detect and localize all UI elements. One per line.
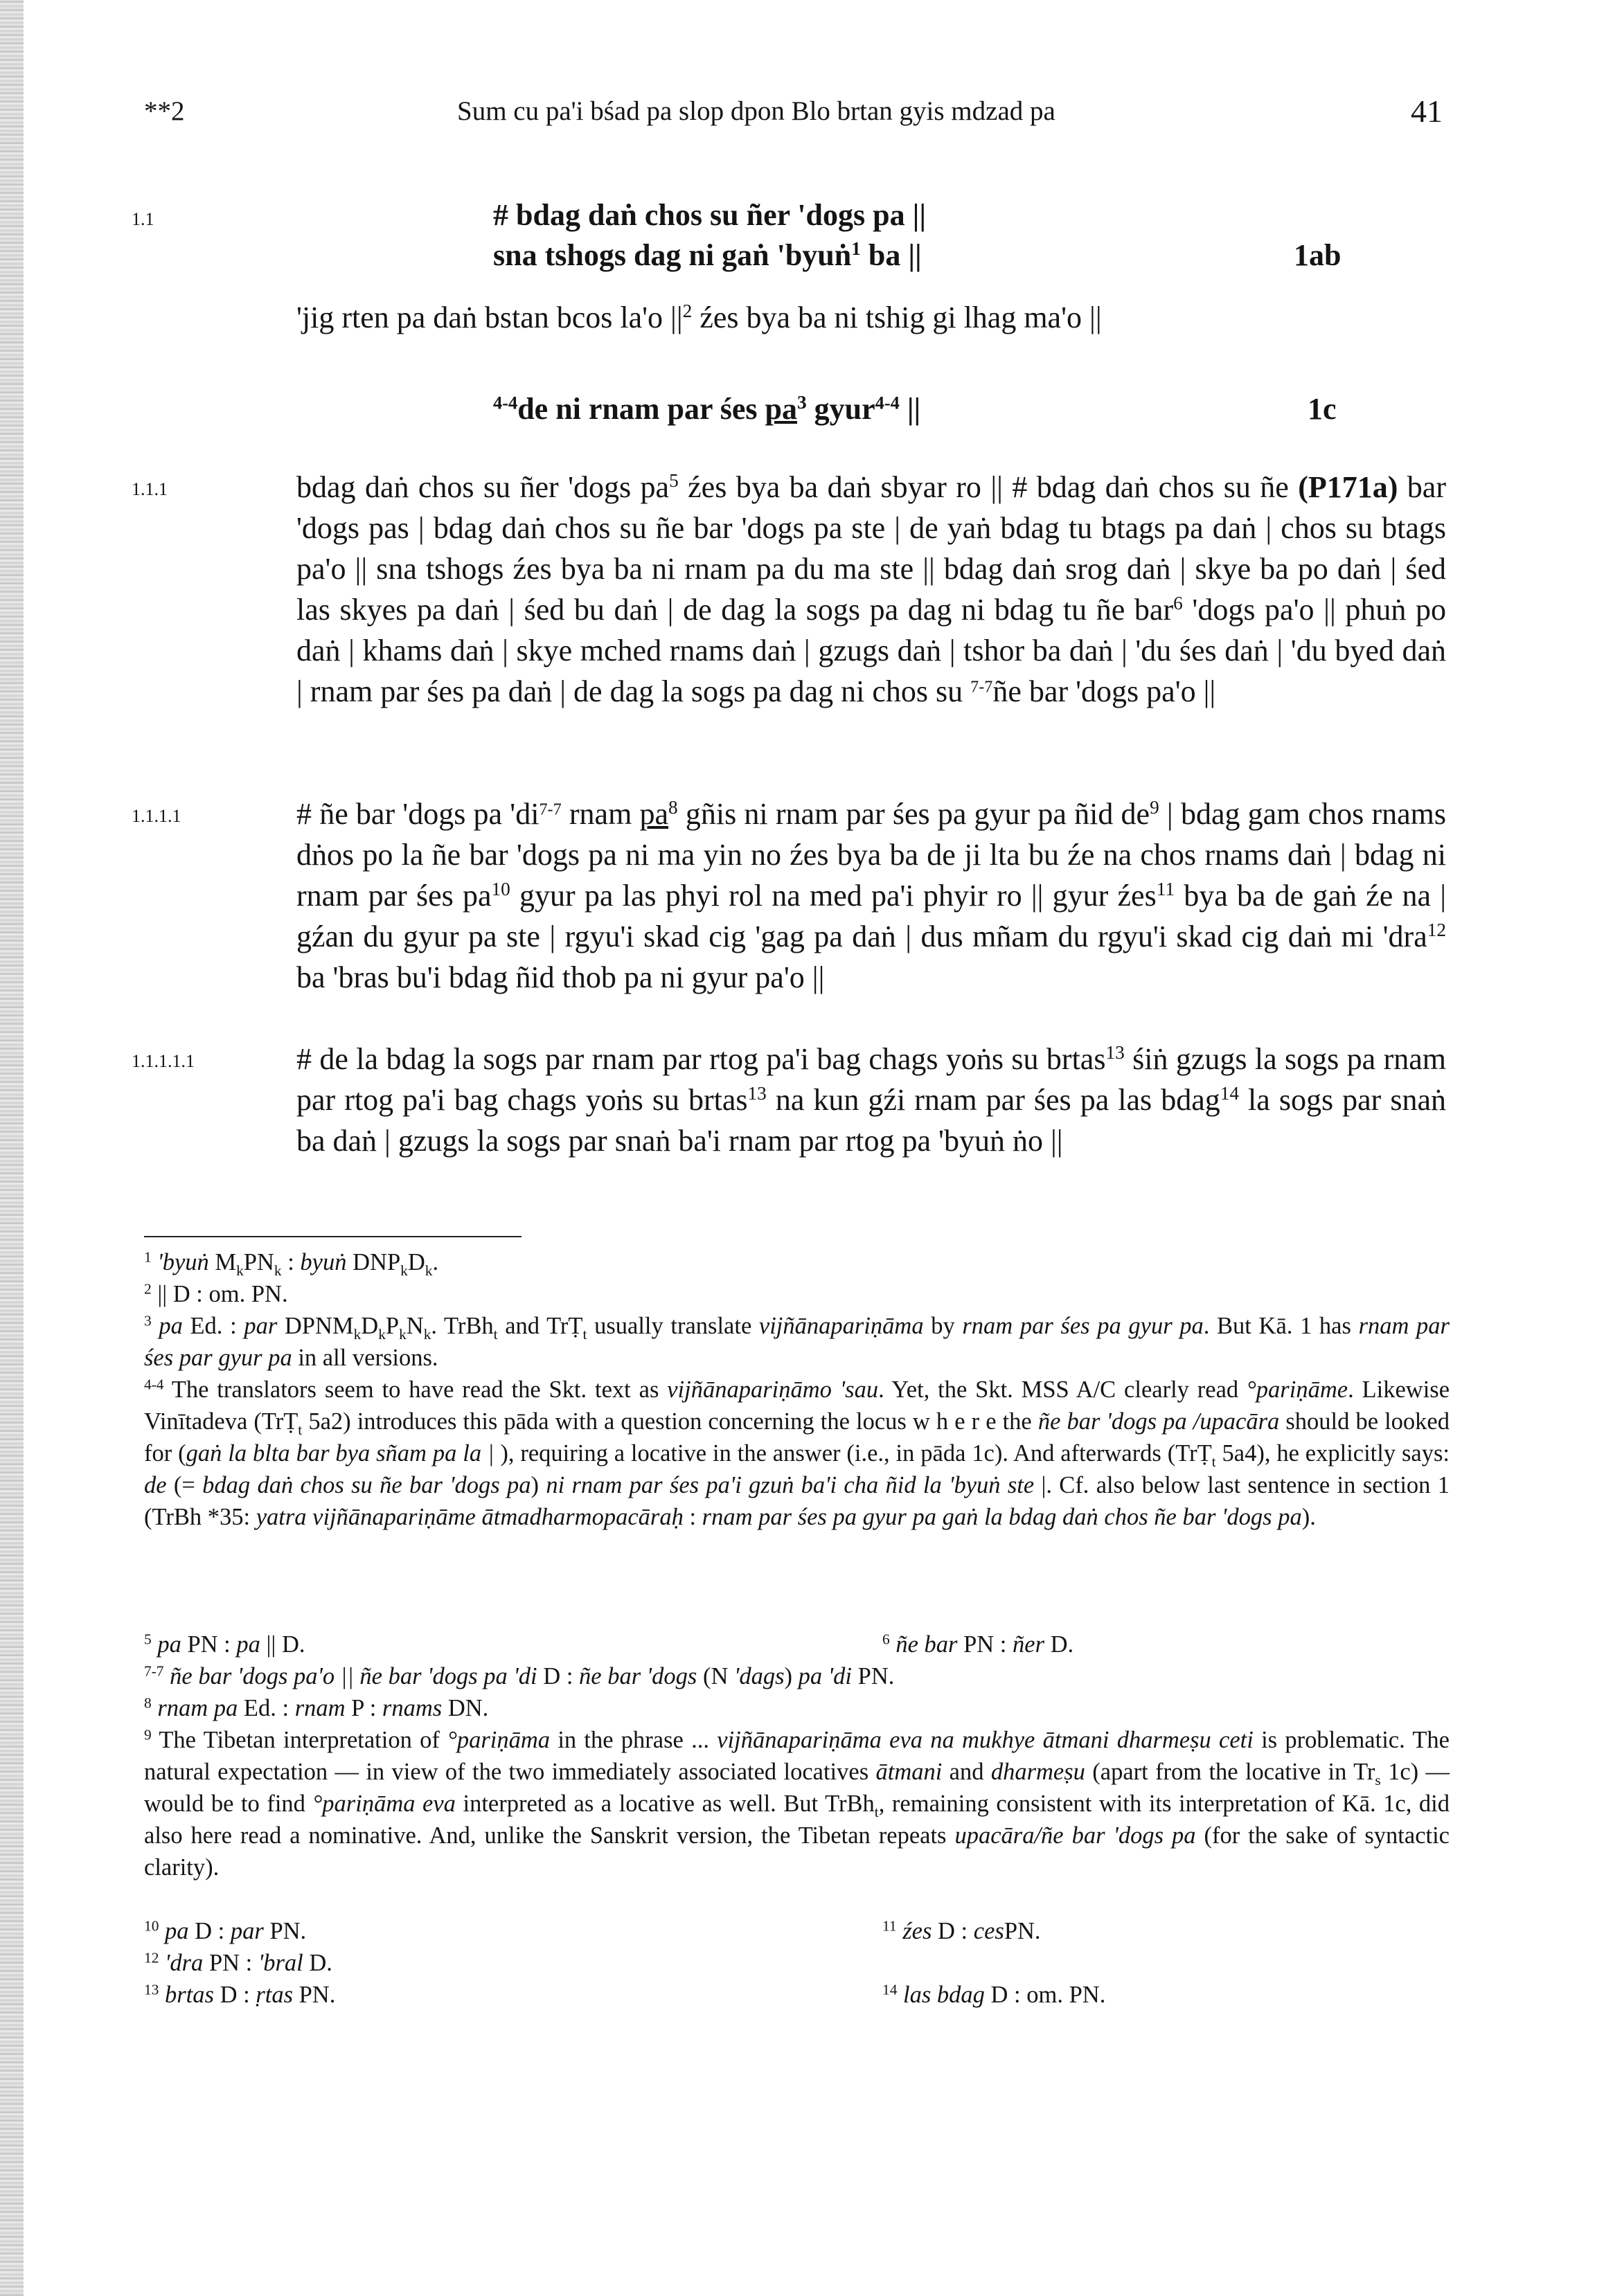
footnote-marker: 4-4: [493, 392, 518, 413]
paragraph-1-1-1-1-1: # de la bdag la sogs par rnam par rtog pa'i bag chags yoṅs su brtas$^{13}$ śiṅ gzugs la sogs pa rnam par rtog pa'i bag chags yoṅs su brtas$^{13}$ na kun gźi rnam par śes pa las bdag$^{14}$ la sogs par snaṅ ba daṅ | gzugs la sogs par snaṅ ba'i rnam par rtog pa 'byuṅ ṅo ||: [296, 1042, 1446, 1158]
footnote-5: $^5$ pa PN : pa || D.: [144, 1631, 305, 1658]
footnote-marker: 1: [851, 238, 861, 259]
running-mark: **2: [144, 96, 185, 126]
footnote-2: $^2$ || D : om. PN.: [144, 1280, 288, 1307]
footnote-11: $^{11}$ źes D : cesPN.: [882, 1917, 1041, 1944]
footnote-rule: [144, 1236, 522, 1237]
section-number: 1.1: [132, 209, 154, 229]
scan-edge-shadow: [0, 0, 24, 2296]
footnote-14: $^{14}$ las bdag D : om. PN.: [882, 1981, 1106, 2008]
footnote-1: $^1$ 'byuṅ $M_kPN_k$ : byuṅ $DNP_kD_k$.: [144, 1248, 439, 1279]
footnote-4: $^{4-4}$ The translators seem to have read the Skt. text as vijñānapariṇāmo 'sau. Yet, the Skt. MSS A/C clearly read °pariṇāme. Likewise Vinītadeva (TrṬ$_t$ 5a2) introduces this pāda with a question concerning the locus w h e r e the ñe bar 'dogs pa /upacāra should be looked for (gaṅ la blta bar bya sñam pa la | ), requiring a locative in the answer (i.e., in pāda 1c). And afterwards (TrṬ$_t$ 5a4), he explicitly says: de (= bdag daṅ chos su ñe bar 'dogs pa) ni rnam par śes pa'i gzuṅ ba'i cha ñid la 'byuṅ ste |. Cf. also below last sentence in section 1 (TrBh *35: yatra vijñānapariṇāme ātmadharmopacāraḥ : rnam par śes pa gyur pa gaṅ la bdag daṅ chos ñe bar 'dogs pa).: [144, 1376, 1450, 1530]
footnote-12: $^{12}$ 'dra PN : 'bral D.: [144, 1949, 332, 1976]
verse-commentary: 'jig rten pa daṅ bstan bcos la'o $||^2$ źes bya ba ni tshig gi lhag ma'o ||: [296, 301, 1102, 334]
footnote-10: $^{10}$ pa D : par PN.: [144, 1917, 307, 1944]
page-number: 41: [1411, 93, 1443, 129]
verse-line-1-text: # bdag daṅ chos su ñer 'dogs pa ||: [493, 198, 927, 232]
running-title: Sum cu pa'i bśad pa slop dpon Blo brtan gyis mdzad pa: [457, 96, 1055, 126]
paragraph-1-1-1: bdag daṅ chos su ñer 'dogs $pa^5$ źes bya ba daṅ sbyar ro || # bdag daṅ chos su ñe (P171a) bar 'dogs pas | bdag daṅ chos su ñe bar 'dogs pa ste | de yaṅ bdag tu btags pa daṅ | chos su btags pa'o || sna tshogs źes bya ba ni rnam pa du ma ste || bdag daṅ srog daṅ | skye ba po daṅ | śed las skyes pa daṅ | śed bu daṅ | de dag la sogs pa dag ni bdag tu ñe bar$^6$ 'dogs pa'o || phuṅ po daṅ | khams daṅ | skye mched rnams daṅ | gzugs daṅ | tshor ba daṅ | 'du śes daṅ | 'du byed daṅ | rnam par śes pa daṅ | de dag la sogs pa dag ni chos su $^{7-7}$ñe bar 'dogs pa'o ||: [296, 470, 1446, 708]
footnote-13: $^{13}$ brtas D : ṛtas PN.: [144, 1981, 336, 2008]
verse-line-1: [493, 197, 926, 233]
folio-reference: (P171a): [1298, 470, 1398, 504]
verse-line-2: sna tshogs dag ni gaṅ 'byuṅ$^1$ ba ||: [493, 238, 922, 272]
footnote-7: $^{7-7}$ ñe bar 'dogs pa'o || ñe bar 'dogs pa 'di D : ñe bar 'dogs (N 'dags) pa 'di PN.: [144, 1662, 895, 1689]
verse-reference-1ab: 1ab: [1294, 238, 1342, 272]
footnote-marker: 2: [682, 301, 693, 321]
section-number: 1.1.1.1.1: [132, 1051, 195, 1071]
footnote-6: $^6$ ñe bar PN : ñer D.: [882, 1631, 1074, 1658]
footnote-3: $^3$ pa Ed. : par $DPNM_kD_kP_kN_k$. TrBh$_t$ and TrṬ$_t$ usually translate vijñānapariṇāma by rnam par śes pa gyur pa. But Kā. 1 has rnam par śes par gyur pa in all versions.: [144, 1312, 1450, 1371]
pada-1c: $^{4-4}$de ni rnam par śes $pa^3$ gyur$^{4-4}$ ||: [493, 392, 921, 426]
paragraph-1-1-1-1: # ñe bar 'dogs pa '$di^{7-7}$ rnam $pa^8$ gñis ni rnam par śes pa gyur pa ñid $de^9$ | bdag gam chos rnams dṅos po la ñe bar 'dogs pa ni ma yin no źes bya ba de ji lta bu źe na chos rnams daṅ | bdag ni rnam par śes $pa^{10}$ gyur pa las phyi rol na med pa'i phyir ro || gyur źes$^{11}$ bya ba de gaṅ źe na | gźan du gyur pa ste | rgyu'i skad cig 'gag pa daṅ | dus mñam du rgyu'i skad cig daṅ mi 'dra$^{12}$ ba 'bras bu'i bdag ñid thob pa ni gyur pa'o ||: [296, 797, 1447, 994]
footnote-8: $^8$ rnam pa Ed. : rnam P : rnams DN.: [144, 1694, 489, 1721]
footnote-9: $^9$ The Tibetan interpretation of °pariṇāma in the phrase ... vijñānapariṇāma eva na mukhye ātmani dharmeṣu ceti is problematic. The natural expectation — in view of the two immediately associated locatives ātmani and dharmeṣu (apart from the locative in $Tr_s$ 1c) — would be to find °pariṇāma eva interpreted as a locative as well. But TrBh$_t$, remaining consistent with its interpretation of Kā. 1c, did also here read a nominative. And, unlike the Sanskrit version, the Tibetan repeats upacāra/ñe bar 'dogs pa (for the sake of syntactic clarity).: [144, 1726, 1450, 1881]
section-number: 1.1.1: [132, 479, 168, 499]
footnote-marker: 3: [797, 392, 807, 413]
verse-reference-1c: 1c: [1308, 392, 1337, 426]
section-number: 1.1.1.1: [132, 806, 181, 826]
